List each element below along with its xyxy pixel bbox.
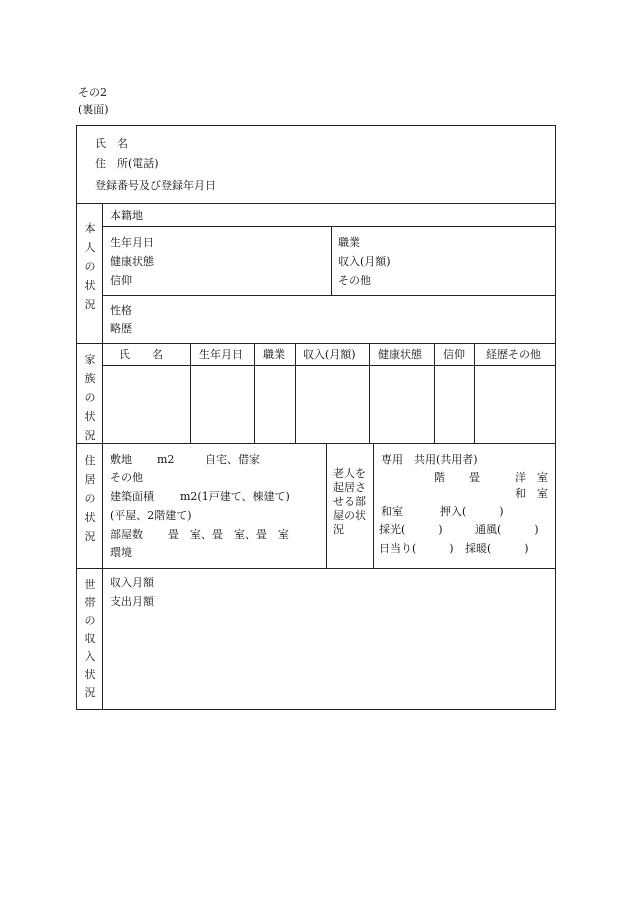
honseki-label: 本籍地	[110, 209, 143, 222]
environment-label: 環境	[110, 546, 132, 559]
family-col-3	[295, 343, 296, 443]
site-ownership: 自宅、借家	[205, 453, 260, 466]
family-header-name: 氏 名	[119, 348, 163, 361]
ventilation-label: 通風( )	[475, 523, 539, 536]
registration-label: 登録番号及び登録年月日	[95, 179, 216, 192]
family-section-label: 家 族 の 状 況	[84, 353, 96, 442]
rooms-detail: 畳 室、畳 室、畳 室	[168, 528, 289, 541]
health-label: 健康状態	[110, 255, 154, 268]
birthdate-label: 生年月日	[110, 236, 154, 249]
family-header-history: 経歴その他	[486, 348, 541, 361]
name-label: 氏 名	[95, 137, 128, 150]
household-section-label: 世 帯 の 収 入 状 況	[84, 578, 96, 699]
family-col-2	[254, 343, 255, 443]
western-room-label: 洋 室	[515, 471, 548, 484]
family-header-income: 収入(月額)	[303, 348, 356, 361]
family-header-faith: 信仰	[443, 348, 465, 361]
divider-person	[77, 203, 555, 204]
label-column-line	[102, 203, 103, 710]
family-header-job: 職業	[263, 348, 285, 361]
dedicated-shared-label: 専用 共用(共用者)	[381, 453, 478, 466]
heating-label: 採暖( )	[465, 542, 529, 555]
family-header-health: 健康状態	[378, 348, 422, 361]
divider-household	[77, 568, 555, 569]
person-mid-line	[331, 226, 332, 295]
job-label: 職業	[338, 236, 360, 249]
monthly-expense-label: 支出月額	[110, 595, 154, 608]
application-form	[76, 125, 556, 710]
divider-housing	[77, 443, 555, 444]
housing-divider-2	[373, 443, 374, 568]
floor-area-unit: m2(1戸建て、棟建て)	[180, 490, 290, 503]
person-line-2	[103, 295, 555, 296]
housing-divider-1	[326, 443, 327, 568]
character-label: 性格	[110, 304, 132, 317]
elder-room-label: 老人を 起居さ せる部 屋の状 況	[333, 467, 366, 536]
family-header-birth: 生年月日	[199, 348, 243, 361]
site-label: 敷地	[110, 453, 132, 466]
sunlight-label: 日当り( )	[379, 542, 454, 555]
address-label: 住 所(電話)	[95, 157, 159, 170]
housing-section-label: 住 居 の 状 況	[84, 454, 96, 543]
japanese-room-label: 和 室	[515, 487, 548, 500]
family-header-line	[103, 365, 555, 366]
washitsu-label: 和室	[381, 505, 403, 518]
family-col-5	[434, 343, 435, 443]
tatami-label: 畳	[469, 471, 480, 484]
site-unit: m2	[157, 453, 175, 466]
floor-level-label: 階	[434, 471, 445, 484]
monthly-income-label: 収入月額	[110, 576, 154, 589]
family-col-4	[369, 343, 370, 443]
person-section-label: 本 人 の 状 況	[84, 222, 96, 311]
form-side: (裏面)	[78, 103, 109, 116]
floor-area-label: 建築面積	[110, 490, 154, 503]
closet-label: 押入( )	[440, 505, 504, 518]
family-col-1	[190, 343, 191, 443]
history-label: 略歴	[110, 322, 132, 335]
income-label: 収入(月額)	[338, 255, 391, 268]
rooms-label: 部屋数	[110, 528, 143, 541]
family-col-6	[474, 343, 475, 443]
divider-family	[77, 343, 555, 344]
lighting-label: 採光( )	[379, 523, 443, 536]
faith-label: 信仰	[110, 274, 132, 287]
floor-type: (平屋、2階建て)	[110, 509, 192, 522]
other-label: その他	[338, 274, 371, 287]
person-line-1	[103, 226, 555, 227]
housing-other-label: その他	[110, 471, 143, 484]
form-number: その2	[78, 86, 107, 99]
